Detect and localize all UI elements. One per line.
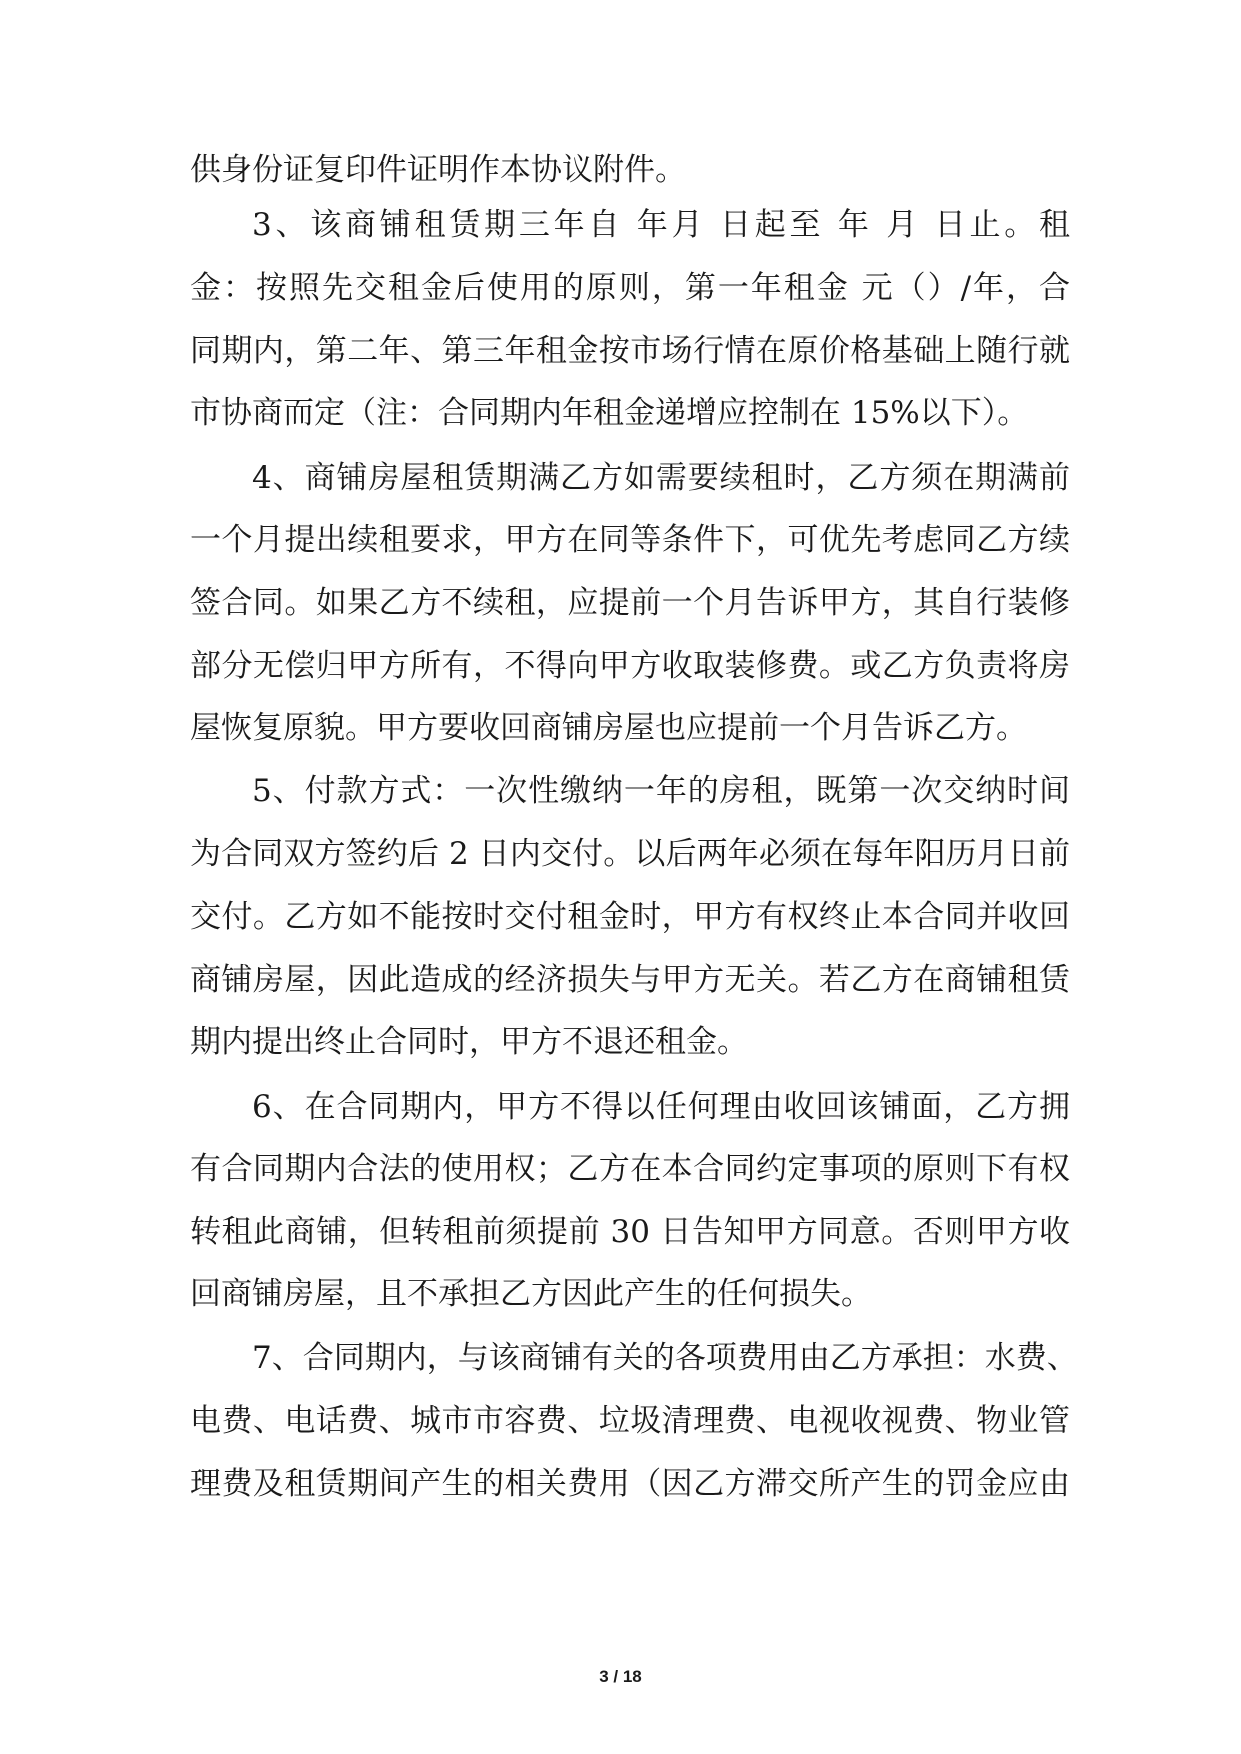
text-line: 4、商铺房屋租赁期满乙方如需要续租时，乙方须在期满前	[252, 460, 1070, 496]
text-line: 7、合同期内，与该商铺有关的各项费用由乙方承担：水费、	[252, 1340, 1078, 1376]
text-line: 理费及租赁期间产生的相关费用（因乙方滞交所产生的罚金应由	[190, 1466, 1070, 1502]
text-line: 商铺房屋，因此造成的经济损失与甲方无关。若乙方在商铺租赁	[190, 962, 1070, 998]
text-line: 同期内，第二年、第三年租金按市场行情在原价格基础上随行就	[190, 333, 1070, 369]
text-line: 一个月提出续租要求，甲方在同等条件下，可优先考虑同乙方续	[190, 522, 1070, 558]
text-line: 市协商而定（注：合同期内年租金递增应控制在 15%以下）。	[190, 395, 1029, 431]
text-line: 为合同双方签约后 2 日内交付。以后两年必须在每年阳历月日前	[190, 836, 1070, 872]
page-number: 3 / 18	[599, 1667, 642, 1686]
text-line: 电费、电话费、城市市容费、垃圾清理费、电视收视费、物业管	[190, 1403, 1070, 1439]
text-line: 回商铺房屋，且不承担乙方因此产生的任何损失。	[190, 1276, 872, 1312]
text-line: 交付。乙方如不能按时交付租金时，甲方有权终止本合同并收回	[190, 899, 1070, 935]
text-line: 供身份证复印件证明作本协议附件。	[190, 152, 686, 188]
text-line: 转租此商铺，但转租前须提前 30 日告知甲方同意。否则甲方收	[190, 1214, 1070, 1250]
text-line: 部分无偿归甲方所有，不得向甲方收取装修费。或乙方负责将房	[190, 648, 1070, 684]
text-line: 3、该商铺租赁期三年自 年月 日起至 年 月 日止。租	[252, 207, 1070, 243]
text-line: 6、在合同期内，甲方不得以任何理由收回该铺面，乙方拥	[252, 1089, 1070, 1125]
text-line: 金：按照先交租金后使用的原则，第一年租金 元（）/年，合	[190, 270, 1070, 306]
text-line: 5、付款方式：一次性缴纳一年的房租，既第一次交纳时间	[252, 773, 1070, 809]
text-line: 有合同期内合法的使用权；乙方在本合同约定事项的原则下有权	[190, 1151, 1070, 1187]
text-line: 签合同。如果乙方不续租，应提前一个月告诉甲方，其自行装修	[190, 585, 1070, 621]
text-line: 期内提出终止合同时，甲方不退还租金。	[190, 1024, 748, 1060]
text-line: 屋恢复原貌。甲方要收回商铺房屋也应提前一个月告诉乙方。	[190, 710, 1027, 746]
